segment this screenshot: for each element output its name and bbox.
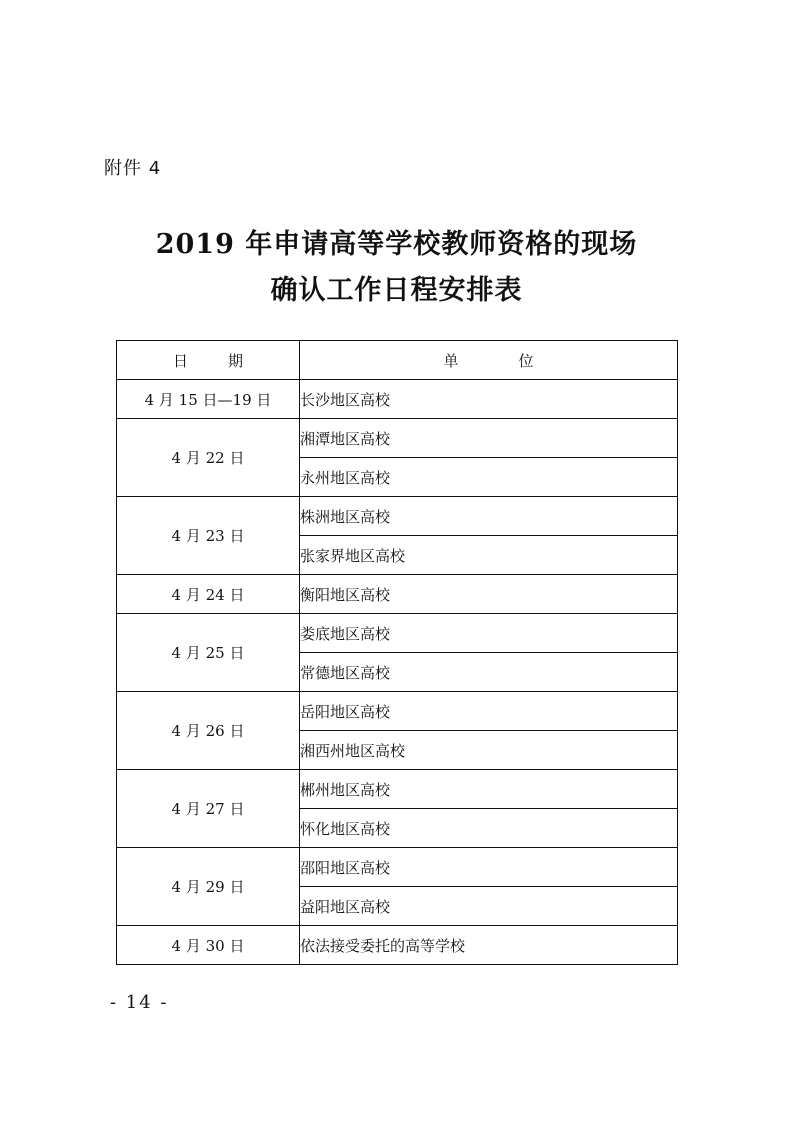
date-cell: 4 月 26 日 bbox=[117, 692, 300, 770]
unit-cell: 邵阳地区高校 bbox=[300, 848, 678, 887]
unit-cell: 长沙地区高校 bbox=[300, 380, 678, 419]
date-cell: 4 月 24 日 bbox=[117, 575, 300, 614]
unit-cell: 依法接受委托的高等学校 bbox=[300, 926, 678, 965]
schedule-table-body bbox=[117, 380, 678, 965]
date-cell: 4 月 25 日 bbox=[117, 614, 300, 692]
document-title-line-2: 确认工作日程安排表 bbox=[270, 275, 523, 306]
table-row bbox=[117, 926, 678, 965]
unit-cell: 张家界地区高校 bbox=[300, 536, 678, 575]
schedule-table bbox=[116, 340, 678, 965]
date-cell: 4 月 23 日 bbox=[117, 497, 300, 575]
header-date: 日期 bbox=[117, 341, 300, 380]
unit-cell: 湘潭地区高校 bbox=[300, 419, 678, 458]
header-row bbox=[117, 341, 678, 380]
table-row bbox=[117, 497, 678, 536]
unit-cell: 株洲地区高校 bbox=[300, 497, 678, 536]
table-row bbox=[117, 419, 678, 458]
table-row bbox=[117, 614, 678, 653]
unit-cell: 湘西州地区高校 bbox=[300, 731, 678, 770]
unit-cell: 岳阳地区高校 bbox=[300, 692, 678, 731]
unit-cell: 益阳地区高校 bbox=[300, 887, 678, 926]
date-cell: 4 月 27 日 bbox=[117, 770, 300, 848]
table-row bbox=[117, 575, 678, 614]
unit-cell: 娄底地区高校 bbox=[300, 614, 678, 653]
date-cell: 4 月 22 日 bbox=[117, 419, 300, 497]
date-cell: 4 月 30 日 bbox=[117, 926, 300, 965]
unit-cell: 永州地区高校 bbox=[300, 458, 678, 497]
table-row bbox=[117, 380, 678, 419]
table-row bbox=[117, 692, 678, 731]
date-cell: 4 月 29 日 bbox=[117, 848, 300, 926]
header-unit: 单位 bbox=[300, 341, 678, 380]
attachment-label: 附件 4 bbox=[104, 158, 162, 179]
table-row bbox=[117, 848, 678, 887]
schedule-table-header bbox=[117, 341, 678, 380]
unit-cell: 怀化地区高校 bbox=[300, 809, 678, 848]
table-row bbox=[117, 770, 678, 809]
unit-cell: 常德地区高校 bbox=[300, 653, 678, 692]
unit-cell: 郴州地区高校 bbox=[300, 770, 678, 809]
document-title-line-1: 2019 年申请高等学校教师资格的现场 bbox=[155, 229, 638, 260]
unit-cell: 衡阳地区高校 bbox=[300, 575, 678, 614]
date-cell: 4 月 15 日—19 日 bbox=[117, 380, 300, 419]
page-number: - 14 - bbox=[110, 992, 169, 1013]
